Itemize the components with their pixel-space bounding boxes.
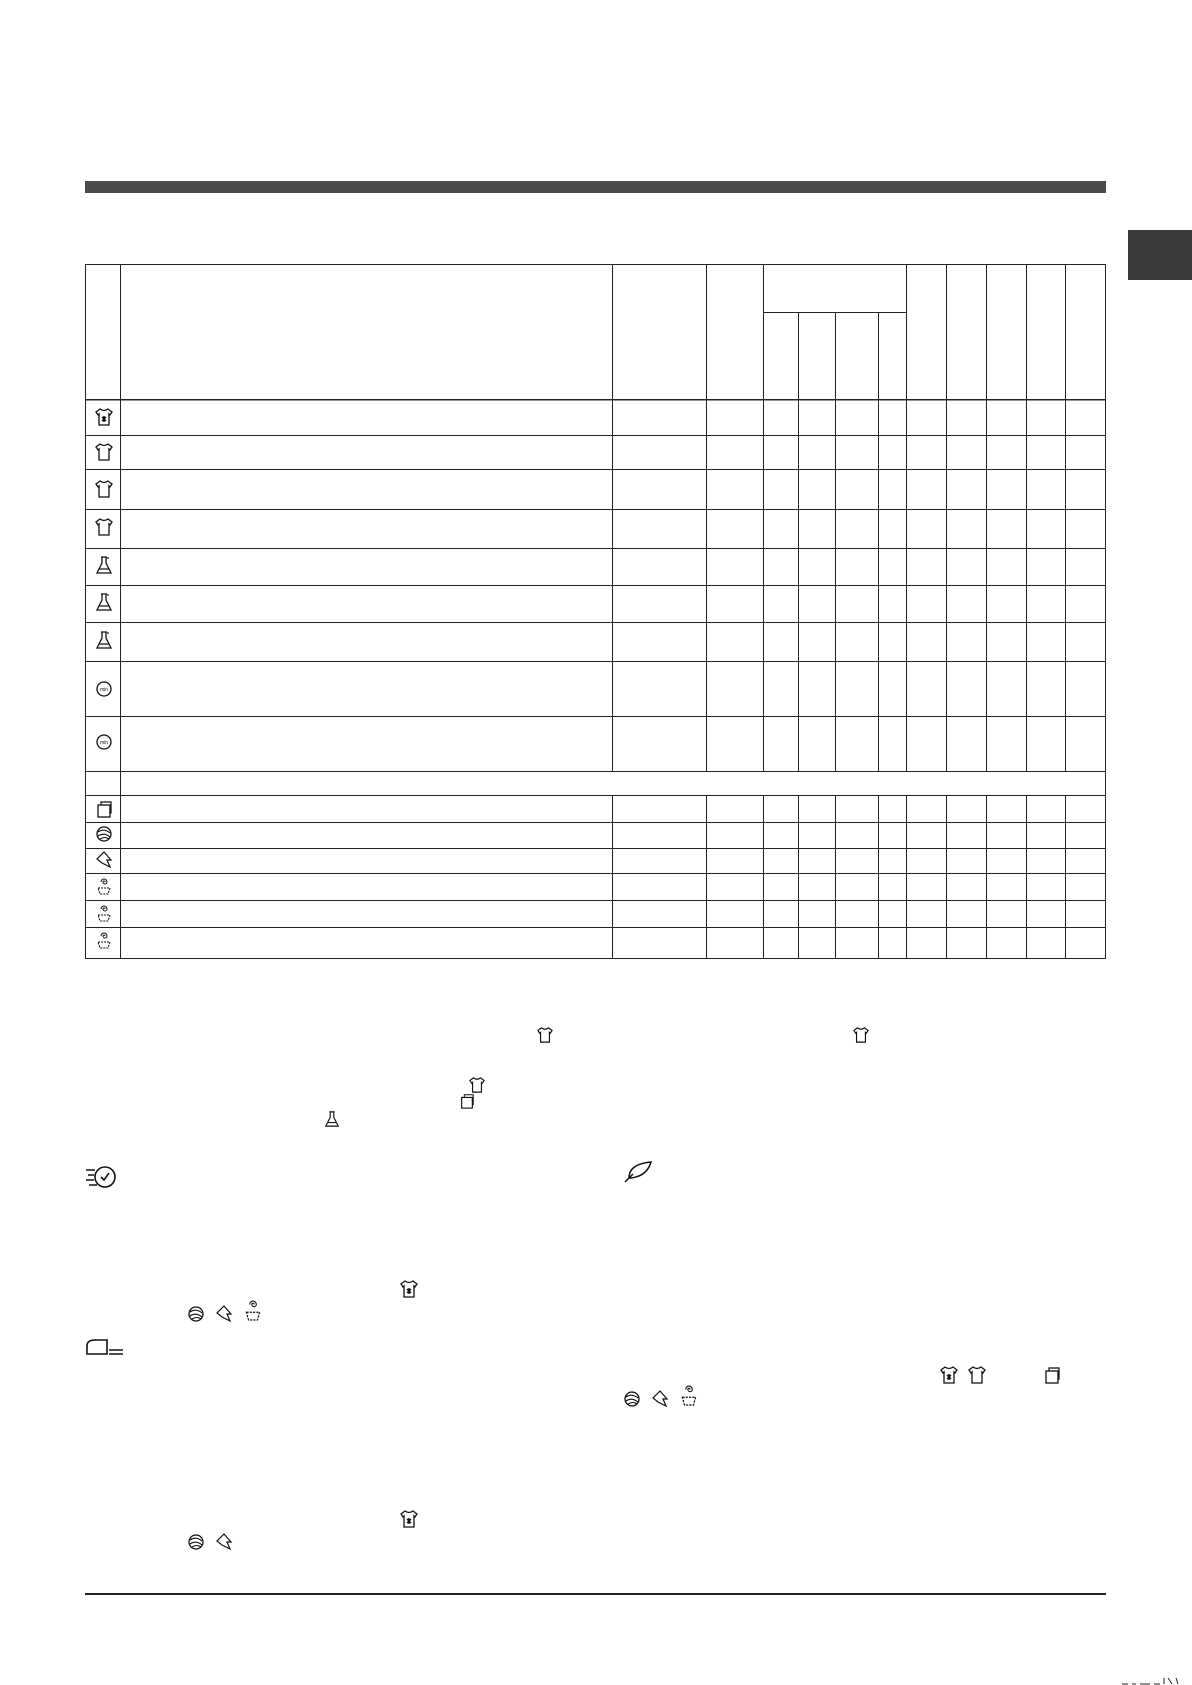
wool-icon [187, 1305, 205, 1323]
delicate-garment-icon [651, 1390, 669, 1408]
timer-dial-icon [95, 680, 113, 698]
delicate-garment-icon [215, 1305, 233, 1323]
wool-icon [187, 1533, 205, 1551]
stain-shirt-icon [940, 1366, 958, 1384]
easy-iron-icon [85, 1336, 125, 1356]
synthetic-flask-icon [95, 555, 113, 575]
spin-basin-icon [243, 1297, 263, 1323]
bedding-icon [1043, 1366, 1061, 1384]
spin-basin-icon [679, 1382, 699, 1408]
stain-shirt-icon [400, 1510, 418, 1528]
language-side-tab [1128, 230, 1192, 280]
shirt-icon [853, 1027, 869, 1043]
stain-shirt-icon [95, 408, 113, 426]
shirt-icon [469, 1077, 485, 1093]
page-corner-mark [1120, 1676, 1180, 1685]
programme-table [85, 264, 1106, 959]
shirt-icon [95, 443, 113, 461]
svg-text:min: min [99, 687, 109, 693]
svg-text:min: min [99, 740, 109, 746]
delicate-garment-icon [215, 1533, 233, 1551]
footer-rule [85, 1593, 1106, 1595]
shirt-icon [95, 518, 113, 536]
synthetic-flask-icon [324, 1110, 340, 1128]
bedding-icon [459, 1093, 475, 1109]
shirt-icon [95, 480, 113, 498]
speed-clock-icon [85, 1164, 117, 1190]
wool-icon [623, 1390, 641, 1408]
spin-basin-icon [95, 930, 113, 950]
wool-icon [95, 825, 113, 843]
timer-dial-icon [95, 733, 113, 751]
synthetic-flask-icon [95, 630, 113, 650]
spin-basin-icon [95, 876, 113, 896]
section-header-bar [85, 181, 1106, 193]
synthetic-flask-icon [95, 592, 113, 612]
shirt-icon [537, 1027, 553, 1043]
bedding-icon [95, 800, 113, 818]
spin-basin-icon [95, 903, 113, 923]
delicate-garment-icon [95, 851, 113, 869]
shirt-icon [968, 1366, 986, 1384]
feather-icon [623, 1160, 653, 1184]
stain-shirt-icon [400, 1280, 418, 1298]
